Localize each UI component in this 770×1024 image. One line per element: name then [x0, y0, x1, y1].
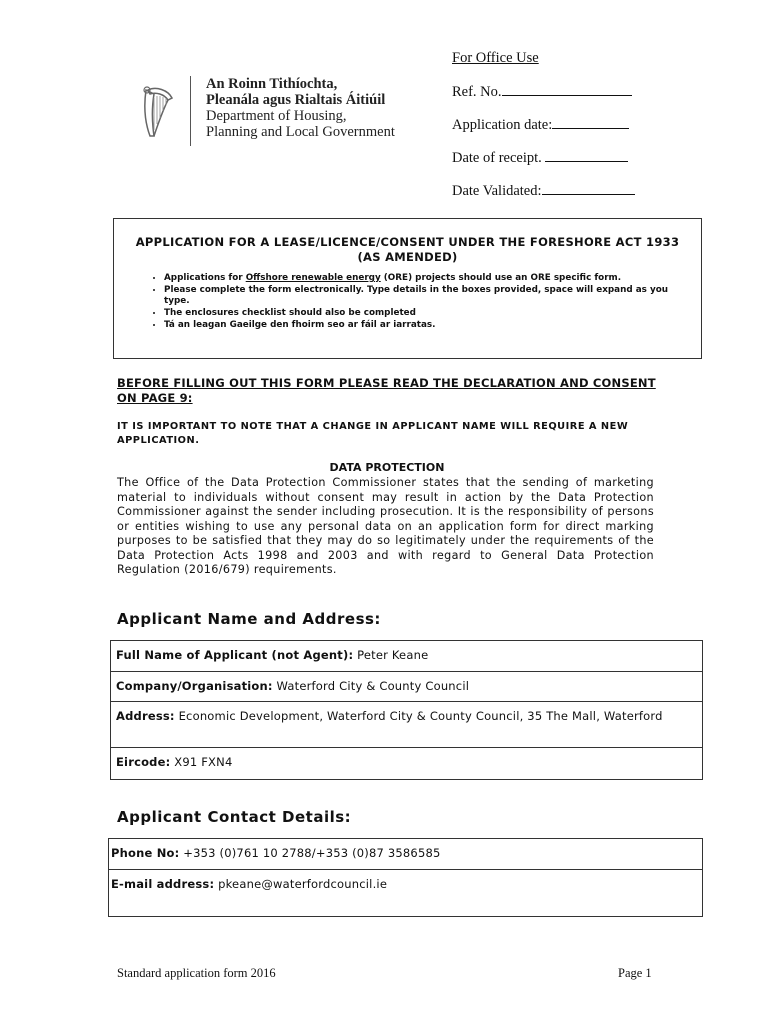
email-value: pkeane@waterfordcouncil.ie [214, 877, 388, 891]
footer-page-number: Page 1 [618, 966, 652, 980]
ref-no-label: Ref. No. [452, 84, 502, 100]
applicant-name-label: Full Name of Applicant (not Agent): [116, 648, 354, 662]
notice-item-electronic: • Please complete the form electronically. Type details in the boxes provided, space will expand as you type. [164, 285, 681, 307]
notice-item-ore [164, 273, 681, 284]
harp-emblem-icon [138, 84, 178, 140]
notice-item-irish: • Tá an leagan Gaeilge den fhoirm seo ar fáil ar iarratas. [164, 320, 681, 331]
office-use-section [452, 50, 635, 213]
logo-irish-line-2: Pleanála agus Rialtais Áitiúil [206, 92, 386, 108]
ore-link[interactable]: Offshore renewable energy [245, 273, 381, 283]
date-validated-field[interactable] [542, 180, 635, 195]
logo-irish-line-1: An Roinn Tithíochta, [206, 76, 338, 92]
data-protection-title: DATA PROTECTION [329, 461, 445, 474]
email-field[interactable] [109, 870, 702, 916]
phone-value: +353 (0)761 10 2788/+353 (0)87 3586585 [179, 846, 441, 860]
address-label: Address: [116, 709, 175, 723]
date-of-receipt-field[interactable] [545, 147, 628, 162]
important-notice: IT IS IMPORTANT TO NOTE THAT A CHANGE IN APPLICANT NAME WILL REQUIRE A NEW APPLICATION. [117, 421, 629, 446]
address-value: Economic Development, Waterford City & County Council, 35 The Mall, Waterford [174, 709, 663, 723]
application-date-field[interactable] [552, 114, 629, 129]
company-value: Waterford City & County Council [272, 679, 470, 693]
date-validated-row [452, 180, 635, 213]
applicant-name-value: Peter Keane [353, 648, 429, 662]
contact-heading: Applicant Contact Details: [117, 808, 352, 826]
logo-text [206, 76, 395, 140]
office-use-title: For Office Use [452, 50, 539, 66]
phone-label: Phone No: [111, 846, 180, 860]
logo-english-line-2: Planning and Local Government [206, 124, 395, 140]
notice-title: APPLICATION FOR A LEASE/LICENCE/CONSENT UNDER THE FORESHORE ACT 1933 (AS AMENDED) [135, 235, 680, 264]
company-label: Company/Organisation: [116, 679, 273, 693]
eircode-field[interactable] [111, 748, 702, 779]
notice-item-ore-suffix: (ORE) projects should use an ORE specific form. [380, 273, 622, 283]
applicant-heading: Applicant Name and Address: [117, 610, 381, 628]
eircode-value: X91 FXN4 [170, 755, 233, 769]
logo-english-line-1: Department of Housing, [206, 108, 347, 124]
date-validated-label: Date Validated: [452, 183, 542, 199]
before-filling-notice: BEFORE FILLING OUT THIS FORM PLEASE READ THE DECLARATION AND CONSENT ON PAGE 9: [117, 376, 656, 405]
notice-list [114, 273, 701, 331]
application-date-row [452, 114, 635, 147]
address-field[interactable] [111, 702, 702, 748]
applicant-table [110, 640, 703, 780]
company-field[interactable] [111, 672, 702, 702]
data-protection-body: The Office of the Data Protection Commissioner states that the sending of marketing material to individuals without consent may result in action by the Data Protection Commissioner against the sender including prosecution. It is the responsibility of persons or entities wishing to use any personal data on an application form for direct marking purposes to be satisfied that they may do so legitimately under the requirements of the Data Protection Acts 1998 and 2003 and with regard to General Data Protection Regulation (2016/679) requirements. [117, 476, 654, 576]
application-notice-box [113, 218, 702, 359]
application-date-label: Application date: [452, 117, 553, 133]
ref-no-row [452, 81, 635, 114]
applicant-name-field[interactable] [111, 641, 702, 672]
footer-form-name: Standard application form 2016 [117, 966, 276, 980]
contact-table [108, 838, 703, 917]
logo-divider [190, 76, 191, 146]
eircode-label: Eircode: [116, 755, 171, 769]
department-logo [138, 76, 428, 148]
date-of-receipt-row [452, 147, 635, 180]
date-of-receipt-label: Date of receipt. [452, 150, 542, 166]
email-label: E-mail address: [111, 877, 215, 891]
notice-item-ore-prefix: Applications for [164, 273, 246, 283]
phone-field[interactable] [109, 839, 702, 870]
ref-no-field[interactable] [502, 81, 632, 96]
notice-item-checklist: • The enclosures checklist should also be completed [164, 308, 681, 319]
